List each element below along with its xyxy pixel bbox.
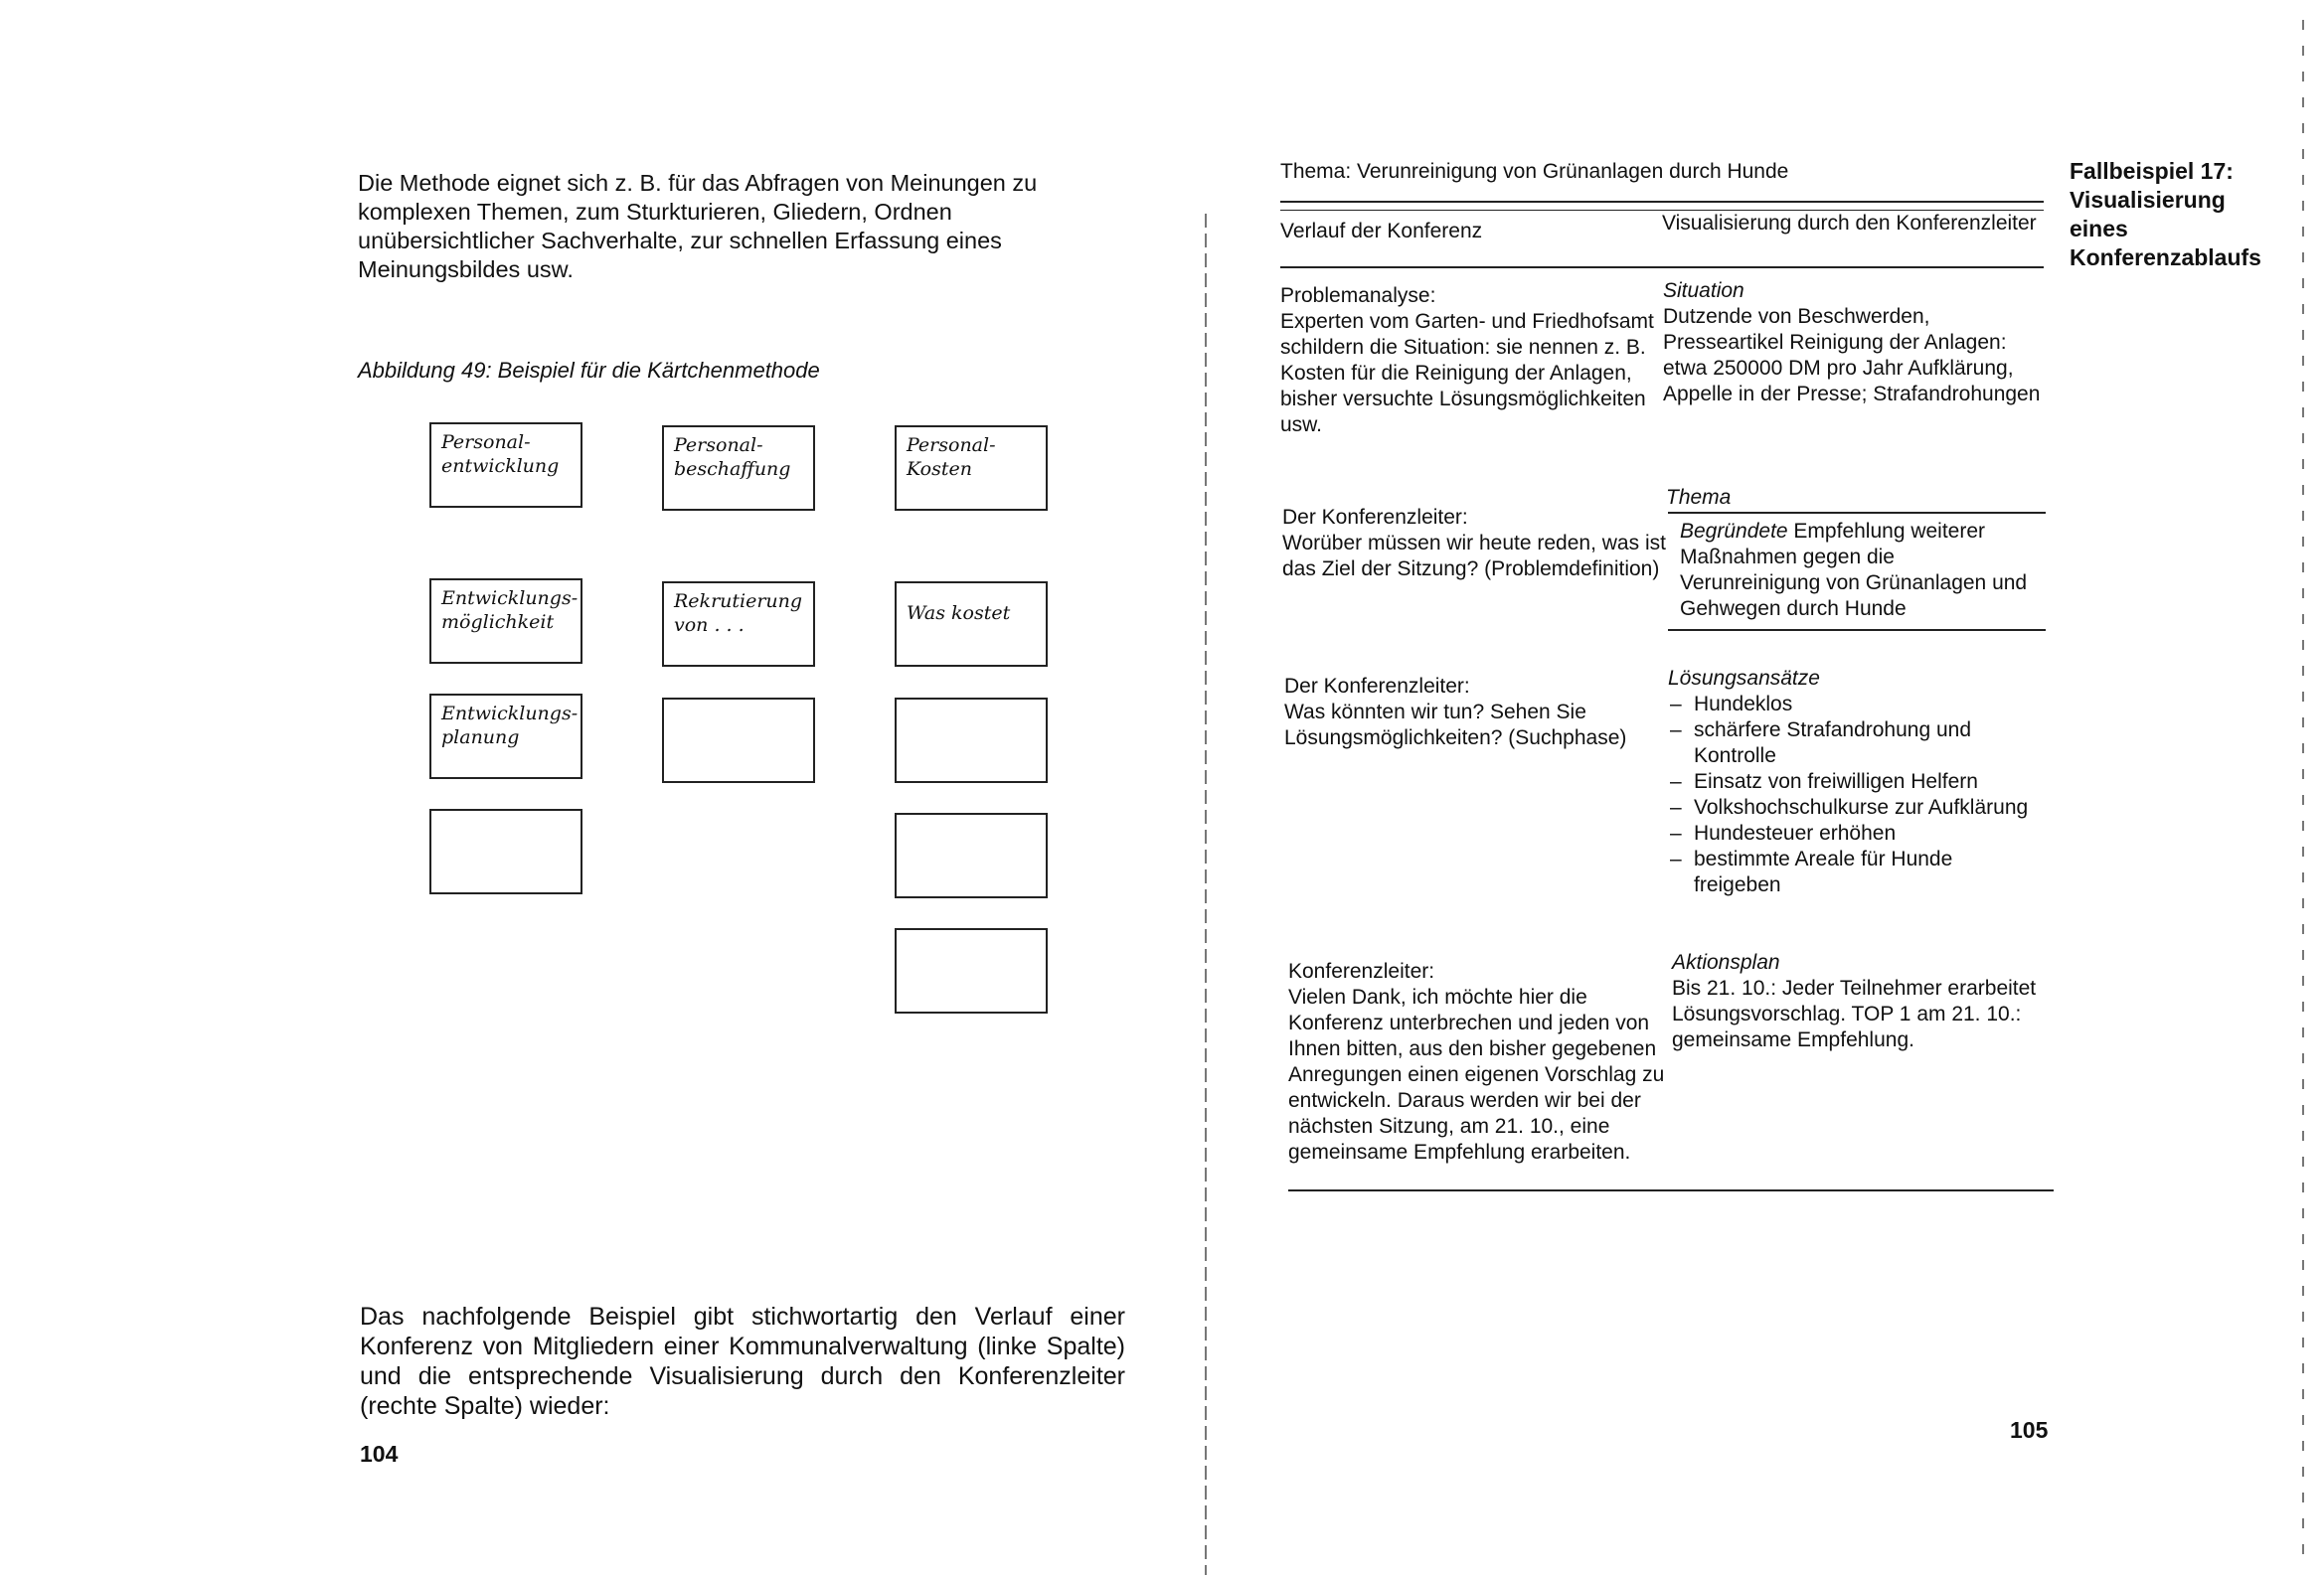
row3-left-label: Der Konferenzleiter: bbox=[1284, 675, 1470, 698]
row2-left-body: Worüber müssen wir heute reden, was ist das Ziel der Sitzung? (Problemdefinition) bbox=[1282, 532, 1666, 580]
page-gutter bbox=[1205, 214, 1207, 1575]
card bbox=[895, 425, 1048, 511]
card bbox=[662, 698, 815, 783]
row4-right-body: Bis 21. 10.: Jeder Teilnehmer erarbeitet Lösungsvorschlag. TOP 1 am 21. 10.: gemeinsame Empfehlung. bbox=[1672, 977, 2037, 1051]
page-edge bbox=[2302, 20, 2304, 1570]
row3-left bbox=[1284, 674, 1672, 751]
card bbox=[429, 422, 582, 508]
row2-right-em: Begründete bbox=[1680, 520, 1788, 543]
row4-left-body: Vielen Dank, ich möchte hier die Konferenz unterbrechen und jeden von Ihnen bitten, aus den bisher gegebenen Anregungen einen eigenen Vorschlag zu entwickeln. Daraus werden wir bei der nächsten Sitzung, am 21. 10., eine gemeinsame Empfehlung erarbeiten. bbox=[1288, 986, 1665, 1164]
list-item: – Volkshochschulkurse zur Aufklärung bbox=[1668, 795, 2036, 821]
card bbox=[662, 425, 815, 511]
table-theme: Thema: Verunreinigung von Grünanlagen durch Hunde bbox=[1280, 160, 1789, 183]
card-text: Entwicklungs- möglichkeit bbox=[441, 587, 579, 633]
closing-paragraph: Das nachfolgende Beispiel gibt stichwortartig den Verlauf einer Konferenz von Mitgliedern einer Kommunalverwaltung (linke Spalte) und die entsprechende Visualisierung durch den Konferenzleiter (rechte Spalte) wieder: bbox=[360, 1303, 1125, 1420]
row1-left bbox=[1280, 283, 1668, 438]
page-number-left: 104 bbox=[360, 1441, 399, 1467]
card bbox=[429, 809, 582, 894]
row3-right-head: Lösungsansätze bbox=[1668, 667, 1820, 690]
row1-right bbox=[1663, 278, 2051, 407]
row3-left-body: Was könnten wir tun? Sehen Sie Lösungsmöglichkeiten? (Suchphase) bbox=[1284, 701, 1627, 749]
card bbox=[662, 581, 815, 667]
row4-right-head: Aktionsplan bbox=[1672, 951, 1780, 974]
row4-left bbox=[1288, 959, 1666, 1166]
card-text: Personal- entwicklung bbox=[441, 431, 560, 477]
row4-left-label: Konferenzleiter: bbox=[1288, 960, 1435, 983]
card bbox=[895, 581, 1048, 667]
rule-top bbox=[1280, 201, 2044, 203]
row2-right bbox=[1666, 485, 2044, 511]
rule-thema-bottom bbox=[1668, 629, 2046, 631]
case-study-title: Fallbeispiel 17: Visualisierung eines Konferenzablaufs bbox=[2070, 158, 2261, 270]
card bbox=[895, 928, 1048, 1014]
figure-caption: Abbildung 49: Beispiel für die Kärtchenmethode bbox=[358, 358, 820, 383]
card bbox=[429, 694, 582, 779]
row4-right bbox=[1672, 950, 2060, 1053]
page-number-right: 105 bbox=[2010, 1417, 2049, 1443]
row1-left-label: Problemanalyse: bbox=[1280, 284, 1436, 307]
rule-thema-top bbox=[1668, 512, 2046, 514]
rule-header bbox=[1280, 266, 2044, 268]
row2-left bbox=[1282, 505, 1670, 582]
intro-paragraph: Die Methode eignet sich z. B. für das Abfragen von Meinungen zu komplexen Themen, zum Sturkturieren, Gliedern, Ordnen unübersichtlicher Sachverhalte, zur schnellen Erfassung eines Meinungsbildes usw. bbox=[358, 170, 1038, 282]
list-item: – bestimmte Areale für Hunde freigeben bbox=[1668, 847, 2036, 898]
card-text: Rekrutierung von . . . bbox=[674, 590, 803, 636]
row2-right-head: Thema bbox=[1666, 486, 1732, 509]
header-left: Verlauf der Konferenz bbox=[1280, 220, 1483, 242]
card-text: Personal- beschaffung bbox=[674, 434, 791, 480]
list-item: – Hundesteuer erhöhen bbox=[1668, 821, 2036, 847]
card bbox=[895, 813, 1048, 898]
card bbox=[429, 578, 582, 664]
list-item: – Hundeklos bbox=[1668, 692, 2036, 717]
row3-right bbox=[1668, 666, 2036, 898]
header-right: Visualisierung durch den Konferenzleiter bbox=[1662, 212, 2037, 235]
list-item: – schärfere Strafandrohung und Kontrolle bbox=[1668, 717, 2036, 769]
card bbox=[895, 698, 1048, 783]
row1-left-body: Experten vom Garten- und Friedhofsamt schildern die Situation: sie nennen z. B. Kosten für die Reinigung der Anlagen, bisher versuchte Lösungsmöglichkeiten usw. bbox=[1280, 310, 1654, 436]
row2-left-label: Der Konferenzleiter: bbox=[1282, 506, 1468, 529]
rule-bottom bbox=[1288, 1189, 2054, 1191]
card-text: Personal- Kosten bbox=[907, 434, 996, 480]
card-text: Entwicklungs- planung bbox=[441, 703, 579, 748]
row2-right-body: Empfehlung weiterer Maßnahmen gegen die Verunreinigung von Grünanlagen und Gehwegen durch Hunde bbox=[1680, 520, 2028, 620]
card-text: Was kostet bbox=[907, 602, 1011, 624]
row1-right-head: Situation bbox=[1663, 279, 1744, 302]
row2-right-text bbox=[1680, 519, 2038, 622]
solution-list bbox=[1668, 692, 2036, 898]
row1-right-body: Dutzende von Beschwerden, Presseartikel Reinigung der Anlagen: etwa 250000 DM pro Jahr Aufklärung, Appelle in der Presse; Strafandrohungen bbox=[1663, 305, 2041, 405]
list-item: – Einsatz von freiwilligen Helfern bbox=[1668, 769, 2036, 795]
